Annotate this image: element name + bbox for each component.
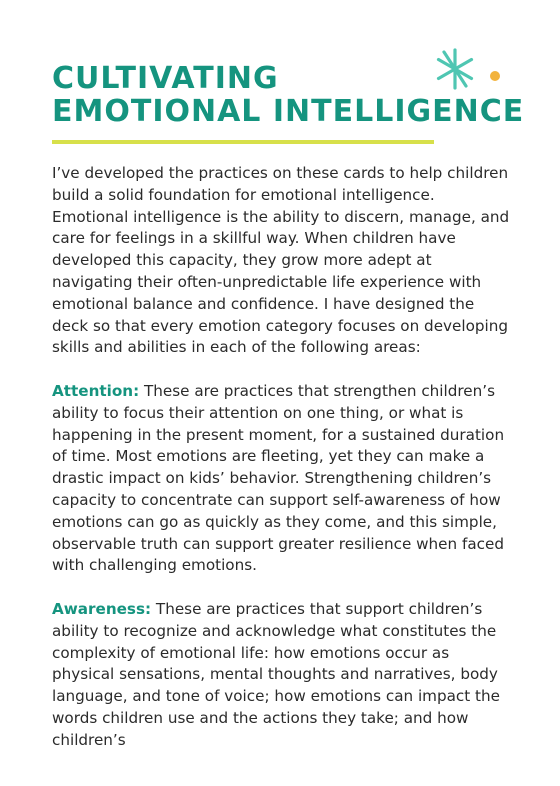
title-underline: [52, 140, 434, 144]
awareness-text: These are practices that support children’s ability to recognize and acknowledge what constitutes the complexity of emotional life: how emotions occur as physical sensations, mental thoughts and narratives, body language, and tone of voice; how emotions can impact the words children use and the actions they take; and how children’s: [52, 599, 500, 749]
title-line-1: CULTIVATING: [52, 61, 279, 96]
asterisk-star-icon: [432, 46, 478, 92]
title-line-2: EMOTIONAL INTELLIGENCE: [52, 94, 525, 129]
awareness-term: Awareness:: [52, 599, 152, 618]
dot-icon: [490, 71, 500, 81]
attention-term: Attention:: [52, 381, 140, 400]
awareness-paragraph: [52, 599, 514, 752]
attention-paragraph: [52, 381, 514, 577]
attention-text: These are practices that strengthen children’s ability to focus their attention on one thing, or what is happening in the present moment, for a sustained duration of time. Most emotions are fleeting, yet they can make a drastic impact on kids’ behavior. Strengthening children’s capacity to concentrate can support self-awareness of how emotions can go as quickly as they come, and this simple, observable truth can support greater resilience when faced with challenging emotions.: [52, 381, 505, 575]
body-text: [52, 163, 514, 773]
intro-paragraph: I’ve developed the practices on these cards to help children build a solid foundation for emotional intelligence. Emotional intelligence is the ability to discern, manage, and care for feelings in a skillful way. When children have developed this capacity, they grow more adept at navigating their often-unpredictable life experience with emotional balance and confidence. I have designed the deck so that every emotion category focuses on developing skills and abilities in each of the following areas:: [52, 164, 510, 357]
